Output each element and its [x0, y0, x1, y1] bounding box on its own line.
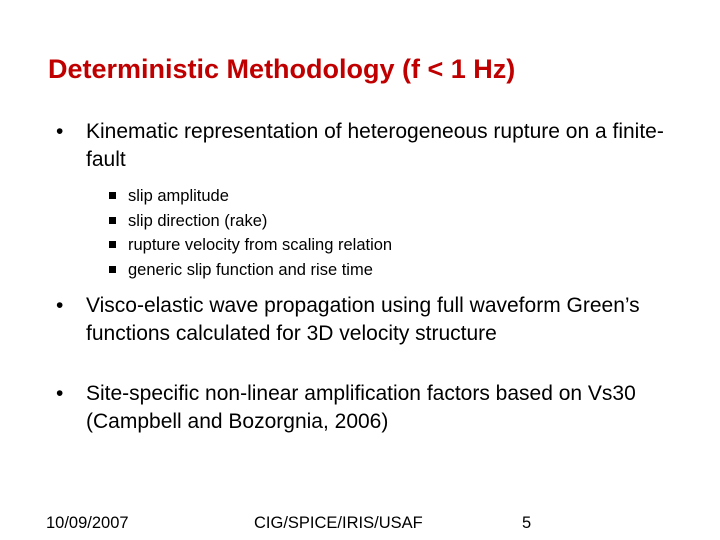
square-bullet-icon — [109, 266, 116, 273]
bullet-dot: • — [56, 294, 64, 317]
footer-date: 10/09/2007 — [46, 514, 129, 532]
sub-bullet-rupture-velocity — [108, 233, 392, 258]
sub-bullet-text: slip amplitude — [128, 187, 229, 205]
sub-bullet-text: rupture velocity from scaling relation — [128, 236, 393, 254]
sub-bullet-text: slip direction (rake) — [128, 211, 268, 230]
bullet-text: Visco-elastic wave propagation using full waveform Green’s functions calculated for 3D velocity structure — [86, 294, 640, 345]
square-bullet-icon — [109, 217, 116, 224]
bullet-dot: • — [56, 120, 64, 143]
bullet-kinematic — [56, 118, 686, 174]
square-bullet-icon — [109, 192, 116, 199]
sub-bullet-slip-amplitude — [108, 184, 392, 209]
bullet-visco-elastic — [56, 292, 686, 348]
sub-bullet-slip-direction — [108, 209, 392, 234]
sub-bullet-list — [108, 184, 392, 282]
sub-bullet-slip-function — [108, 258, 392, 283]
footer-page-number: 5 — [522, 514, 532, 532]
square-bullet-icon — [109, 241, 116, 248]
bullet-text: Site-specific non-linear amplification factors based on Vs30 (Campbell and Bozorgnia, 2006) — [86, 382, 636, 433]
bullet-text: Kinematic representation of heterogeneous rupture on a finite-fault — [86, 120, 664, 171]
slide-title: Deterministic Methodology (f < 1 Hz) — [48, 54, 516, 84]
footer-organization: CIG/SPICE/IRIS/USAF — [254, 514, 423, 532]
bullet-dot: • — [56, 382, 64, 405]
bullet-site-specific — [56, 380, 686, 436]
sub-bullet-text: generic slip function and rise time — [128, 260, 373, 279]
